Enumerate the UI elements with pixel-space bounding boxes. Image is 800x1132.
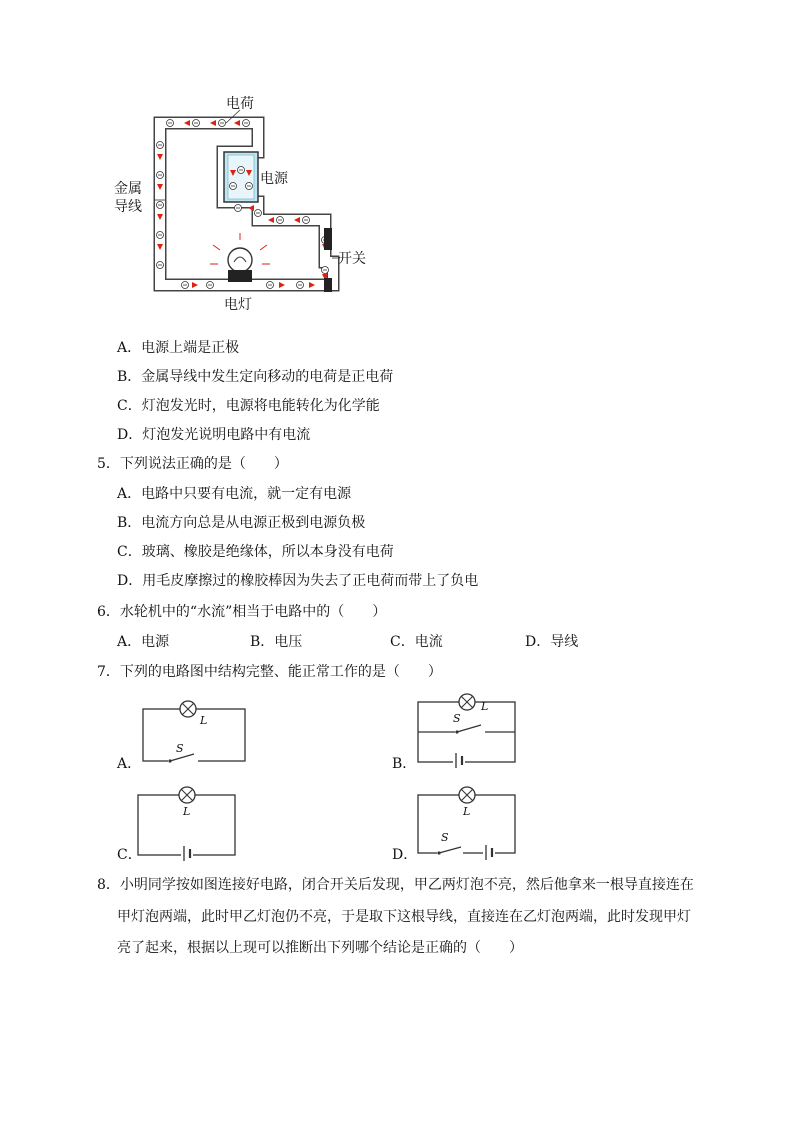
circuit-drawing: [110, 90, 380, 320]
label-switch: 开关: [338, 251, 366, 267]
q8-line-1: 8．小明同学按如图连接好电路，闭合开关后发现，甲乙两灯泡不亮，然后他拿来一根导直接连在: [97, 877, 694, 893]
q5-option-d: D．用毛皮摩擦过的橡胶棒因为失去了正电荷而带上了负电: [117, 573, 479, 589]
q6-stem: 6．水轮机中的“水流”相当于电路中的（ ）: [97, 604, 387, 620]
q7-label-b: B．: [392, 756, 417, 772]
q5-stem: 5．下列说法正确的是（ ）: [97, 456, 288, 472]
q8-line-3: 亮了起来，根据以上现可以推断出下列哪个结论是正确的（ ）: [117, 940, 523, 956]
q4-option-a: A．电源上端是正极: [117, 340, 240, 356]
q5-option-c: C．玻璃、橡胶是绝缘体，所以本身没有电荷: [117, 544, 394, 560]
q7-stem: 7．下列的电路图中结构完整、能正常工作的是（ ）: [97, 664, 442, 680]
q6-option-b: B．电压: [250, 634, 303, 650]
q7b-switch-label: S: [453, 712, 461, 725]
q4-option-c: C．灯泡发光时，电源将电能转化为化学能: [117, 398, 380, 414]
q7a-lamp-label: L: [200, 714, 208, 727]
q4-option-d: D．灯泡发光说明电路中有电流: [117, 427, 311, 443]
lamp: [210, 233, 270, 282]
circuit-figure: [110, 90, 380, 320]
q7c-lamp-label: L: [183, 805, 191, 818]
q6-option-c: C．电流: [390, 634, 443, 650]
q7-diagram-c: [135, 783, 240, 861]
label-source: 电源: [260, 171, 288, 187]
q7-label-c: C．: [117, 847, 142, 863]
q7-diagram-a: [140, 696, 250, 768]
q4-option-b: B．金属导线中发生定向移动的电荷是正电荷: [117, 369, 394, 385]
q6-option-a: A．电源: [117, 634, 170, 650]
q7-diagram-d: [415, 783, 520, 861]
q7d-lamp-label: L: [463, 805, 471, 818]
label-lamp: 电灯: [224, 297, 252, 313]
q7d-switch-label: S: [441, 831, 449, 844]
q7-label-d: D．: [392, 847, 418, 863]
label-wire-1: 金属: [114, 181, 142, 197]
q7-label-a: A．: [117, 756, 142, 772]
label-charge: 电荷: [226, 96, 254, 112]
battery: [224, 152, 258, 202]
q7a-switch-label: S: [176, 742, 184, 755]
q7b-lamp-label: L: [481, 700, 489, 713]
q5-option-a: A．电路中只要有电流，就一定有电源: [117, 486, 352, 502]
q7-diagram-b: [415, 690, 520, 768]
q6-option-d: D．导线: [525, 634, 579, 650]
q8-line-2: 甲灯泡两端，此时甲乙灯泡仍不亮，于是取下这根导线，直接连在乙灯泡两端，此时发现甲灯: [117, 909, 691, 925]
q5-option-b: B．电流方向总是从电源正极到电源负极: [117, 515, 366, 531]
label-wire-2: 导线: [114, 199, 142, 215]
